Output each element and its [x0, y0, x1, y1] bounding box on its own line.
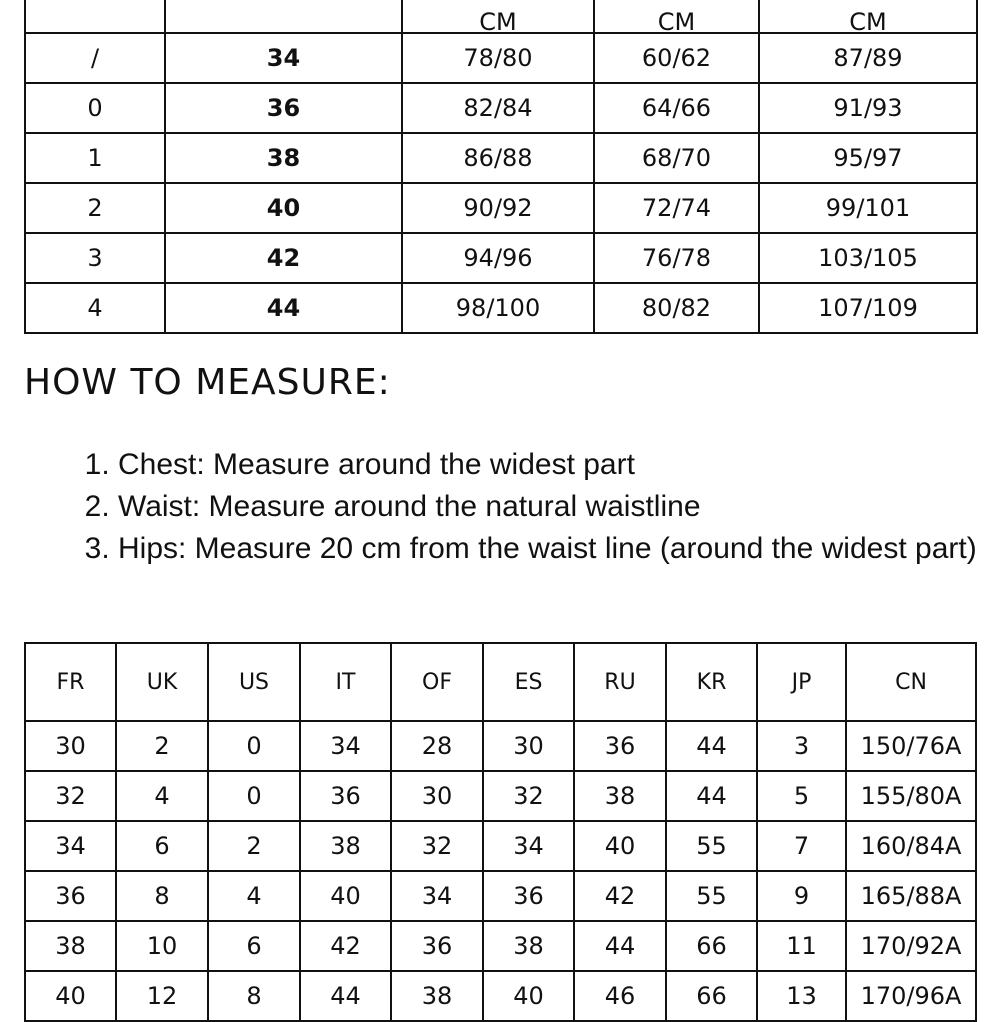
conversion-header-kr: KR: [666, 643, 757, 721]
size-cell: /: [25, 33, 165, 83]
conversion-cell: 40: [574, 821, 666, 871]
conversion-cell: 8: [116, 871, 208, 921]
conversion-cell: 40: [300, 871, 391, 921]
conversion-cell: 46: [574, 971, 666, 1021]
conversion-cell: 150/76A: [846, 721, 976, 771]
table-row: [25, 771, 976, 821]
size-cell: 34: [165, 33, 402, 83]
table-row: [25, 133, 977, 183]
table-row: [25, 921, 976, 971]
conversion-header-cn: CN: [846, 643, 976, 721]
size-header-cell: CM: [759, 0, 977, 33]
size-cell: 2: [25, 183, 165, 233]
conversion-cell: 42: [300, 921, 391, 971]
conversion-cell: 170/96A: [846, 971, 976, 1021]
measure-step-chest: 1. Chest: Measure around the widest part: [118, 444, 998, 486]
size-cell: 44: [165, 283, 402, 333]
conversion-cell: 4: [208, 871, 300, 921]
size-cell: 87/89: [759, 33, 977, 83]
size-cell: 64/66: [594, 83, 759, 133]
conversion-cell: 160/84A: [846, 821, 976, 871]
table-row: [25, 821, 976, 871]
conversion-header-uk: UK: [116, 643, 208, 721]
size-cell: 38: [165, 133, 402, 183]
conversion-cell: 66: [666, 921, 757, 971]
conversion-cell: 5: [757, 771, 846, 821]
size-cell: 40: [165, 183, 402, 233]
conversion-cell: 7: [757, 821, 846, 871]
conversion-cell: 170/92A: [846, 921, 976, 971]
conversion-cell: 30: [483, 721, 574, 771]
conversion-cell: 4: [116, 771, 208, 821]
size-cell: 94/96: [402, 233, 594, 283]
conversion-cell: 12: [116, 971, 208, 1021]
conversion-cell: 36: [483, 871, 574, 921]
size-cell: 42: [165, 233, 402, 283]
conversion-cell: 66: [666, 971, 757, 1021]
size-header-cell: [25, 0, 165, 33]
conversion-cell: 8: [208, 971, 300, 1021]
size-cell: 3: [25, 233, 165, 283]
measure-step-waist: 2. Waist: Measure around the natural waistline: [118, 486, 998, 528]
conversion-header-ru: RU: [574, 643, 666, 721]
size-cell: 107/109: [759, 283, 977, 333]
table-row: [25, 33, 977, 83]
conversion-cell: 11: [757, 921, 846, 971]
conversion-cell: 13: [757, 971, 846, 1021]
size-cell: 80/82: [594, 283, 759, 333]
how-to-measure-title: HOW TO MEASURE:: [24, 362, 391, 403]
size-cell: 82/84: [402, 83, 594, 133]
conversion-header-it: IT: [300, 643, 391, 721]
size-cell: 68/70: [594, 133, 759, 183]
table-row: [25, 871, 976, 921]
conversion-cell: 34: [25, 821, 116, 871]
conversion-cell: 44: [574, 921, 666, 971]
size-header-cell: [165, 0, 402, 33]
conversion-cell: 6: [116, 821, 208, 871]
conversion-header-es: ES: [483, 643, 574, 721]
conversion-cell: 32: [25, 771, 116, 821]
conversion-header-us: US: [208, 643, 300, 721]
table-row: [25, 183, 977, 233]
size-cell: 91/93: [759, 83, 977, 133]
size-cell: 76/78: [594, 233, 759, 283]
conversion-cell: 34: [391, 871, 483, 921]
table-row: [25, 721, 976, 771]
size-header-cell: CM: [402, 0, 594, 33]
conversion-cell: 38: [483, 921, 574, 971]
conversion-cell: 44: [666, 771, 757, 821]
conversion-cell: 42: [574, 871, 666, 921]
conversion-cell: 28: [391, 721, 483, 771]
table-row: [25, 83, 977, 133]
conversion-cell: 36: [300, 771, 391, 821]
conversion-cell: 44: [300, 971, 391, 1021]
conversion-header-jp: JP: [757, 643, 846, 721]
conversion-cell: 3: [757, 721, 846, 771]
conversion-cell: 30: [391, 771, 483, 821]
size-cell: 4: [25, 283, 165, 333]
conversion-cell: 2: [116, 721, 208, 771]
size-table-header-row: [25, 0, 977, 33]
conversion-cell: 44: [666, 721, 757, 771]
size-conversion-table: [24, 642, 977, 1022]
conversion-cell: 55: [666, 871, 757, 921]
conversion-table-header-row: [25, 643, 976, 721]
conversion-cell: 32: [483, 771, 574, 821]
conversion-cell: 10: [116, 921, 208, 971]
conversion-cell: 0: [208, 721, 300, 771]
conversion-cell: 40: [483, 971, 574, 1021]
conversion-cell: 165/88A: [846, 871, 976, 921]
conversion-cell: 38: [391, 971, 483, 1021]
size-cell: 0: [25, 83, 165, 133]
conversion-cell: 0: [208, 771, 300, 821]
conversion-cell: 30: [25, 721, 116, 771]
table-row: [25, 971, 976, 1021]
conversion-cell: 9: [757, 871, 846, 921]
size-cell: 98/100: [402, 283, 594, 333]
size-header-cell: CM: [594, 0, 759, 33]
conversion-cell: 36: [391, 921, 483, 971]
conversion-cell: 55: [666, 821, 757, 871]
size-cell: 95/97: [759, 133, 977, 183]
size-cell: 72/74: [594, 183, 759, 233]
size-cell: 1: [25, 133, 165, 183]
conversion-cell: 155/80A: [846, 771, 976, 821]
conversion-cell: 36: [25, 871, 116, 921]
conversion-cell: 38: [300, 821, 391, 871]
size-cell: 78/80: [402, 33, 594, 83]
conversion-header-fr: FR: [25, 643, 116, 721]
size-cell: 90/92: [402, 183, 594, 233]
how-to-measure-list: [68, 444, 998, 570]
conversion-cell: 38: [25, 921, 116, 971]
conversion-cell: 36: [574, 721, 666, 771]
table-row: [25, 233, 977, 283]
size-cell: 86/88: [402, 133, 594, 183]
size-table: [24, 0, 978, 334]
table-row: [25, 283, 977, 333]
size-cell: 103/105: [759, 233, 977, 283]
conversion-cell: 34: [300, 721, 391, 771]
size-cell: 60/62: [594, 33, 759, 83]
size-cell: 36: [165, 83, 402, 133]
conversion-header-of: OF: [391, 643, 483, 721]
measure-step-hips: 3. Hips: Measure 20 cm from the waist line (around the widest part): [118, 528, 998, 570]
conversion-cell: 6: [208, 921, 300, 971]
size-cell: 99/101: [759, 183, 977, 233]
conversion-cell: 2: [208, 821, 300, 871]
conversion-cell: 38: [574, 771, 666, 821]
conversion-cell: 40: [25, 971, 116, 1021]
conversion-cell: 32: [391, 821, 483, 871]
conversion-cell: 34: [483, 821, 574, 871]
